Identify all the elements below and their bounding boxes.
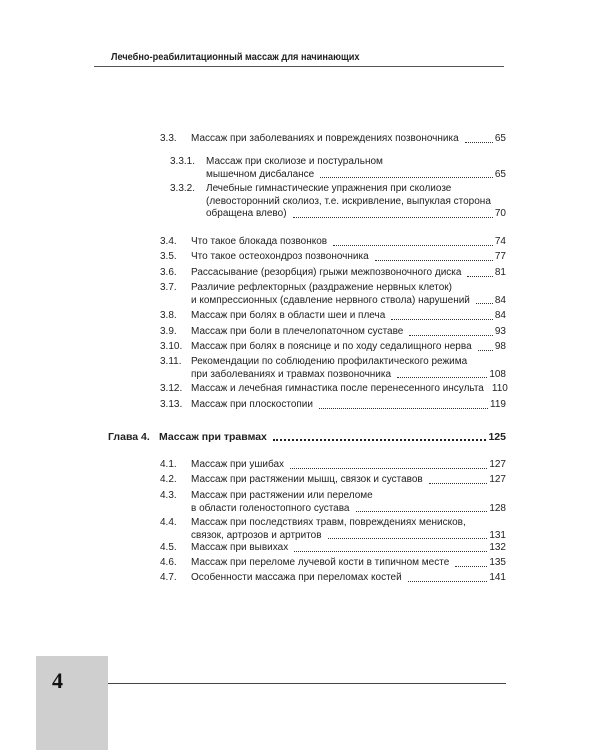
- toc-entry-title: Массаж при последствиях травм, повреждениях менисков,: [191, 517, 466, 528]
- toc-page-number: 131: [489, 529, 506, 541]
- toc-entry-number: 3.10.: [160, 341, 183, 352]
- toc-entry-title: Массаж при боли в плечелопаточном суставе: [191, 326, 404, 337]
- toc-leader-dots: [375, 259, 493, 261]
- toc-leader-dots: [397, 376, 487, 378]
- toc-leader-dots: [429, 482, 488, 484]
- toc-entry-number: 3.3.2.: [170, 183, 196, 194]
- toc-entry-title: Массаж при растяжении или переломе: [191, 490, 373, 501]
- toc-entry-title: в области голеностопного сустава: [191, 502, 350, 514]
- toc-leader-dots: [294, 550, 487, 552]
- toc-entry-title: Массаж при травмах: [159, 431, 267, 443]
- toc-entry-number: 4.4.: [160, 517, 177, 528]
- toc-leader-dots: [293, 216, 493, 218]
- toc-page-number: 135: [489, 557, 506, 568]
- toc-entry-number: 3.11.: [160, 356, 182, 367]
- toc-entry-title: Рекомендации по соблюдению профилактического режима: [191, 356, 468, 367]
- toc-entry-number: 3.13.: [160, 399, 183, 410]
- toc-leader-dots: [409, 334, 493, 336]
- toc-page-number: 127: [489, 474, 506, 485]
- toc-page-number: 110: [491, 383, 508, 394]
- toc-leader-dots: [455, 565, 487, 567]
- toc-entry-title: Массаж при болях в области шеи и плеча: [191, 310, 386, 321]
- toc-page-number: 77: [494, 251, 506, 262]
- toc-entry-number: 3.8.: [160, 310, 177, 321]
- toc-entry-number: 3.7.: [160, 282, 177, 293]
- toc-entry-title: обращена влево): [206, 208, 287, 219]
- toc-entry-number: 4.5.: [160, 542, 177, 553]
- toc-entry-title: (левосторонний сколиоз, т.е. искривление, выпуклая сторона: [206, 195, 491, 207]
- toc-entry-number: 4.1.: [160, 459, 177, 470]
- toc-entry-number: Глава 4.: [108, 431, 150, 443]
- toc-leader-dots: [319, 407, 488, 409]
- toc-leader-dots: [467, 275, 492, 277]
- toc-page-number: 141: [489, 572, 506, 583]
- toc-leader-dots: [328, 537, 488, 539]
- footer-rule: [108, 683, 506, 684]
- toc-page-number: 108: [489, 368, 506, 380]
- toc-leader-dots: [273, 438, 487, 441]
- toc-leader-dots: [465, 141, 493, 143]
- toc-entry-number: 3.12.: [160, 383, 183, 394]
- toc-entry-number: 3.4.: [160, 236, 177, 247]
- toc-entry-title: мышечном дисбалансе: [206, 168, 315, 180]
- page-number-tab: [36, 656, 108, 750]
- toc-entry-number: 3.9.: [160, 326, 177, 337]
- toc-entry-title: Массаж при растяжении мышц, связок и суставов: [191, 474, 423, 485]
- toc-page-number: 65: [494, 168, 506, 180]
- toc-page-number: 98: [494, 341, 506, 352]
- toc-entry-title: при заболеваниях и травмах позвоночника: [191, 368, 392, 380]
- toc-leader-dots: [356, 510, 488, 512]
- toc-leader-dots: [320, 176, 493, 178]
- toc-leader-dots: [391, 318, 493, 320]
- toc-entry-number: 3.6.: [160, 267, 177, 278]
- toc-page-number: 125: [488, 431, 506, 443]
- toc-leader-dots: [290, 467, 487, 469]
- toc-entry-number: 4.6.: [160, 557, 177, 568]
- toc-page-number: 119: [490, 399, 506, 410]
- toc-page-number: 81: [494, 267, 506, 278]
- page-number: 4: [52, 668, 63, 693]
- toc-entry-number: 3.5.: [160, 251, 177, 262]
- toc-leader-dots: [333, 244, 493, 246]
- toc-page-number: 127: [489, 459, 506, 470]
- toc-page-number: 84: [494, 310, 506, 321]
- toc-entry-title: Что такое остеохондроз позвоночника: [191, 251, 369, 262]
- toc-entry-title: Массаж при ушибах: [191, 459, 285, 470]
- toc-entry-title: связок, артрозов и артритов: [191, 529, 322, 541]
- toc-entry-title: Массаж при заболеваниях и повреждениях позвоночника: [191, 133, 459, 144]
- toc-entry-title: Массаж при болях в пояснице и по ходу седалищного нерва: [191, 341, 472, 352]
- toc-entry-number: 3.3.1.: [170, 156, 196, 167]
- toc-entry-title: Что такое блокада позвонков: [191, 236, 328, 247]
- toc-page-number: 93: [494, 326, 506, 337]
- toc-page-number: 132: [489, 542, 506, 553]
- toc-leader-dots: [408, 580, 488, 582]
- toc-entry-title: Рассасывание (резорбция) грыжи межпозвоночного диска: [191, 267, 462, 278]
- toc-entry-number: 4.2.: [160, 474, 177, 485]
- toc-entry-title: Массаж и лечебная гимнастика после перенесенного инсульта: [191, 383, 484, 394]
- toc-entry-number: 4.3.: [160, 490, 177, 501]
- toc-entry-title: Массаж при сколиозе и постуральном: [206, 156, 383, 167]
- toc-page-number: 65: [494, 133, 506, 144]
- toc-leader-dots: [476, 302, 493, 304]
- toc-entry-title: Массаж при переломе лучевой кости в типичном месте: [191, 557, 450, 568]
- toc-page-number: 74: [494, 236, 506, 247]
- toc-page-number: 84: [494, 294, 506, 306]
- toc-entry-title: Различие рефлекторных (раздражение нервных клеток): [191, 282, 453, 293]
- toc-entry-title: Лечебные гимнастические упражнения при сколиозе: [206, 183, 452, 194]
- toc-leader-dots: [478, 349, 493, 351]
- toc-page-number: 128: [489, 502, 506, 514]
- toc-entry-title: Массаж при плоскостопии: [191, 399, 313, 410]
- toc-entry-title: Особенности массажа при переломах костей: [191, 572, 402, 583]
- toc-entry-title: и компрессионных (сдавление нервного ствола) нарушений: [191, 294, 470, 306]
- toc-page-number: 70: [494, 208, 506, 219]
- toc-entry-title: Массаж при вывихах: [191, 542, 289, 553]
- running-header: Лечебно-реабилитационный массаж для начинающих: [111, 52, 360, 63]
- toc-entry-number: 4.7.: [160, 572, 177, 583]
- toc-entry-number: 3.3.: [160, 133, 177, 144]
- header-rule: [94, 66, 504, 67]
